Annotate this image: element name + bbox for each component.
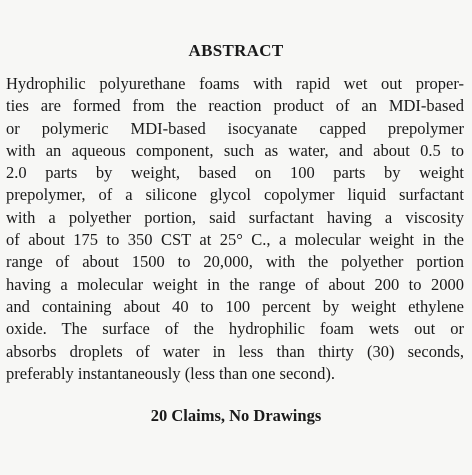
abstract-line: with a polyether portion, said surfactant having a viscosity <box>6 207 464 227</box>
abstract-line: and containing about 40 to 100 percent by weight ethylene <box>6 296 464 316</box>
abstract-heading: ABSTRACT <box>188 41 284 60</box>
abstract-line: absorbs droplets of water in less than thirty (30) seconds, <box>6 341 464 361</box>
abstract-line: or polymeric MDI-based isocyanate capped prepolymer <box>6 118 464 138</box>
abstract-line: having a molecular weight in the range of about 200 to 2000 <box>6 274 464 294</box>
abstract-line: of about 175 to 350 CST at 25° C., a molecular weight in the <box>6 230 464 250</box>
abstract-line: range of about 1500 to 20,000, with the polyether portion <box>6 252 464 272</box>
abstract-line: Hydrophilic polyurethane foams with rapid wet out proper- <box>6 74 464 93</box>
abstract-line: with an aqueous component, such as water, and about 0.5 to <box>6 140 464 160</box>
abstract-line: prepolymer, of a silicone glycol copolymer liquid surfactant <box>6 185 464 205</box>
abstract-line: ties are formed from the reaction product of an MDI-based <box>6 96 464 116</box>
abstract-body <box>6 73 464 385</box>
abstract-line: oxide. The surface of the hydrophilic foam wets out or <box>6 319 464 339</box>
claims-summary: 20 Claims, No Drawings <box>150 406 322 425</box>
abstract-line: 2.0 parts by weight, based on 100 parts by weight <box>6 163 464 183</box>
abstract-line: preferably instantaneously (less than one second). <box>6 363 335 383</box>
